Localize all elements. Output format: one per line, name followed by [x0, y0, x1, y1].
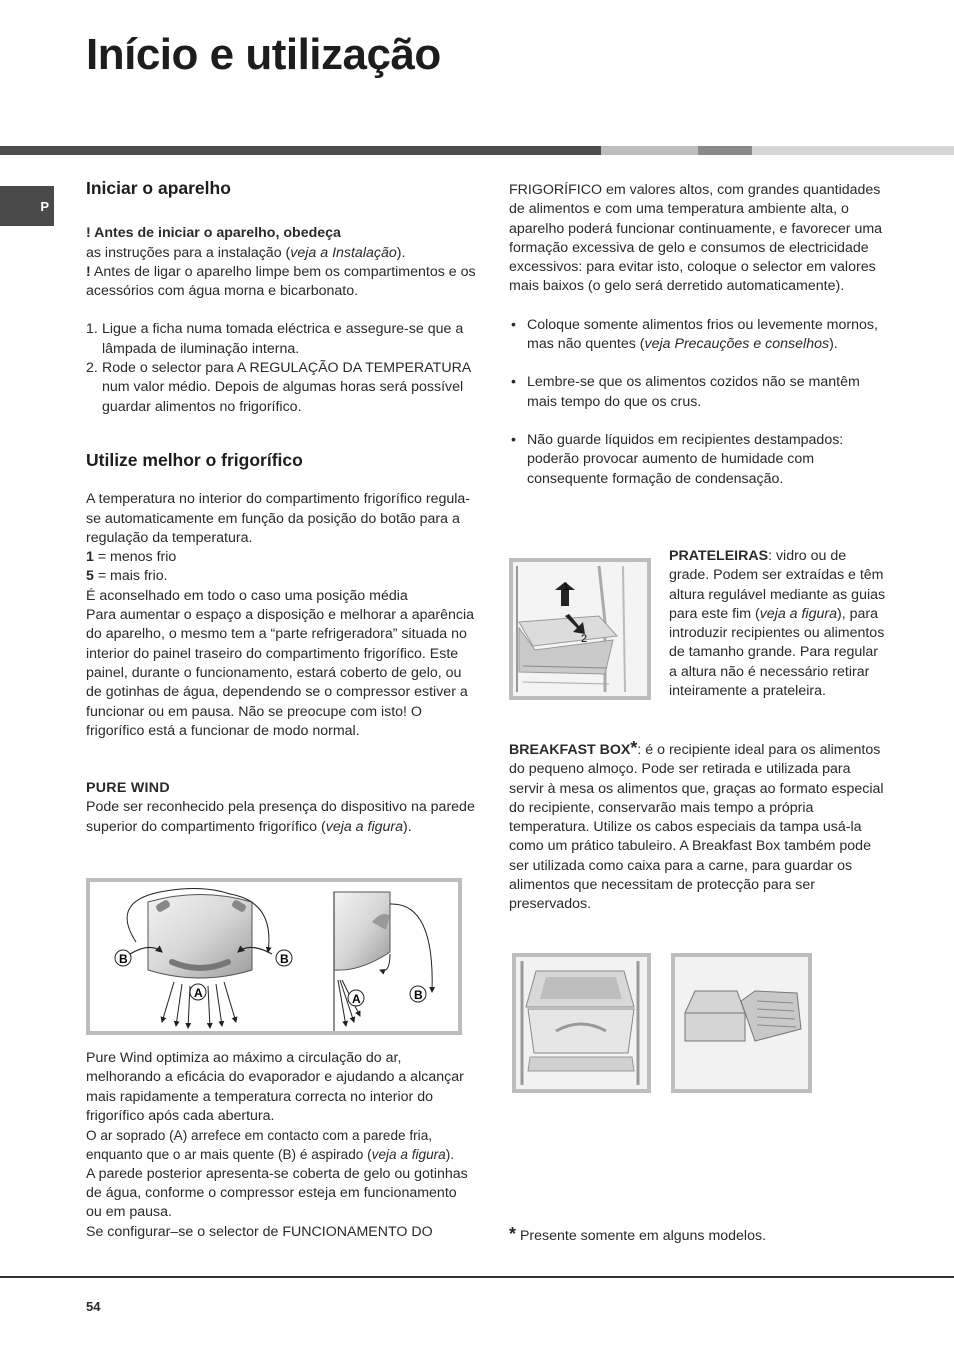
warning-1: ! Antes de iniciar o aparelho, obedeça as instruções para a instalação (veja a Instalação). — [86, 225, 406, 261]
pure-wind-diagram — [90, 882, 458, 1031]
footer-divider — [0, 1276, 954, 1278]
list-item: 2. Rode o selector para A REGULAÇÃO DA TEMPERATURA num valor médio. Depois de algumas horas será possível guardar alimentos no frigorífico. — [86, 360, 471, 415]
heading-pure-wind: PURE WIND — [86, 780, 170, 797]
footnote: * Presente somente em alguns modelos. — [509, 1224, 767, 1244]
pure-wind-figure — [86, 878, 462, 1035]
temp-five: 5 = mais frio. — [86, 568, 168, 585]
space-paragraph: Para aumentar o espaço a disposição e melhorar a aparência do aparelho, o mesmo tem a “parte refrigeradora” situada no interior do painel traseiro do compartimento frigorífico. Este painel, durante o funcionamento, estará coberto de gelo, ou de gotinhas de água, dependendo se o compressor estiver a funcionar ou em pausa. Não se preocupe com isto! O frigorífico está a funcionar de modo normal. — [86, 607, 475, 739]
shelf-label-1: 1 — [563, 581, 570, 593]
label-b-left: B — [119, 952, 128, 966]
shelf-figure — [509, 558, 651, 700]
continuation-paragraph: FRIGORÍFICO em valores altos, com grandes quantidades de alimentos e com uma temperatura ambiente alta, o aparelho poderá funcionar continuamente, e favorecer uma formação excessiva de gelo e consumos de electricidade excessivos: para evitar isto, coloque o selector em valores mais baixos (o gelo será derretido automaticamente). — [509, 182, 883, 295]
advice-line: É aconselhado em todo o caso uma posição média — [86, 587, 408, 604]
pure-wind-intro: Pode ser reconhecido pela presença do dispositivo na parede superior do compartimento frigorífico (veja a figura). — [86, 799, 475, 835]
label-b-side: B — [414, 988, 423, 1002]
warning-2: ! Antes de ligar o aparelho limpe bem os compartimentos e os acessórios com água morna e bicarbonato. — [86, 263, 476, 300]
tips-list — [509, 316, 889, 489]
list-item: 1. Ligue a ficha numa tomada eléctrica e assegure-se que a lâmpada de iluminação interna. — [86, 321, 464, 357]
temp-one: 1 = menos frio — [86, 549, 177, 566]
air-paragraph: O ar soprado (A) arrefece em contacto com a parede fria, enquanto que o ar mais quente (B) é aspirado (veja a figura). — [86, 1128, 455, 1163]
page-title: Início e utilização — [86, 30, 441, 79]
shelf-label-2: 2 — [581, 633, 588, 645]
breakfast-box-image — [675, 957, 808, 1089]
header-color-bar — [0, 146, 954, 155]
breakfast-box-text — [509, 739, 889, 915]
shelf-paragraph: PRATELEIRAS: vidro ou de grade. Podem ser extraídas e têm altura regulável mediante as guias para este fim (veja a figura), para introduzir recipientes ou alimentos de tamanho grande. Para regular a altura não é necessário retirar inteiramente a prateleira. — [669, 548, 886, 700]
steps-list — [86, 320, 476, 416]
right-column — [509, 181, 889, 508]
pure-wind-paragraph: Pure Wind optimiza ao máximo a circulação do ar, melhorando a eficácia do evaporador e ajudando a alcançar mais rapidamente a temperatura correcta no interior do frigorífico após cada abertura. — [86, 1050, 464, 1124]
label-a-left: A — [194, 986, 203, 1000]
label-b-right: B — [280, 952, 289, 966]
shelf-text — [669, 547, 889, 701]
heading-utilize: Utilize melhor o frigorífico — [86, 449, 303, 470]
breakfast-box-in-fridge-image — [516, 957, 647, 1089]
wall-paragraph: A parede posterior apresenta-se coberta de gelo ou gotinhas de água, conforme o compressor esteja em funcionamento ou em pausa. — [86, 1165, 468, 1221]
config-paragraph: Se configurar–se o selector de FUNCIONAMENTO DO — [86, 1223, 433, 1240]
breakfast-box-paragraph: BREAKFAST BOX*: é o recipiente ideal para os alimentos do pequeno almoço. Pode ser retirada e utilizada para servir à mesa os alimentos que, graças ao formato especial do recipiente, conservarão mais tempo a própria temperatura. Utilize os cabos especiais da tampa usá-la como um prático tabuleiro. A Breakfast Box também pode ser utilizada como caixa para a carne, para guardar os alimentos que necessitam de protecção para ser preservados. — [509, 738, 884, 913]
left-column-bottom — [86, 1049, 476, 1242]
label-a-right: A — [352, 992, 361, 1006]
list-item: • Coloque somente alimentos frios ou levemente mornos, mas não quentes (veja Precauções e conselhos). — [509, 316, 889, 355]
breakfast-box-fridge-figure — [512, 953, 651, 1093]
breakfast-box-figure — [671, 953, 812, 1093]
temp-paragraph: A temperatura no interior do compartimento frigorífico regula-se automaticamente em função da posição do botão para a regulação da temperatura. — [86, 491, 471, 546]
shelf-image — [513, 562, 647, 696]
list-item: • Lembre-se que os alimentos cozidos não se mantêm mais tempo do que os crus. — [509, 373, 889, 412]
left-column — [86, 179, 476, 837]
language-tab: P — [0, 186, 54, 226]
heading-iniciar: Iniciar o aparelho — [86, 178, 231, 198]
page-number: 54 — [86, 1299, 101, 1314]
list-item: • Não guarde líquidos em recipientes destampados: poderão provocar aumento de humidade com consequente formação de condensação. — [509, 431, 889, 489]
